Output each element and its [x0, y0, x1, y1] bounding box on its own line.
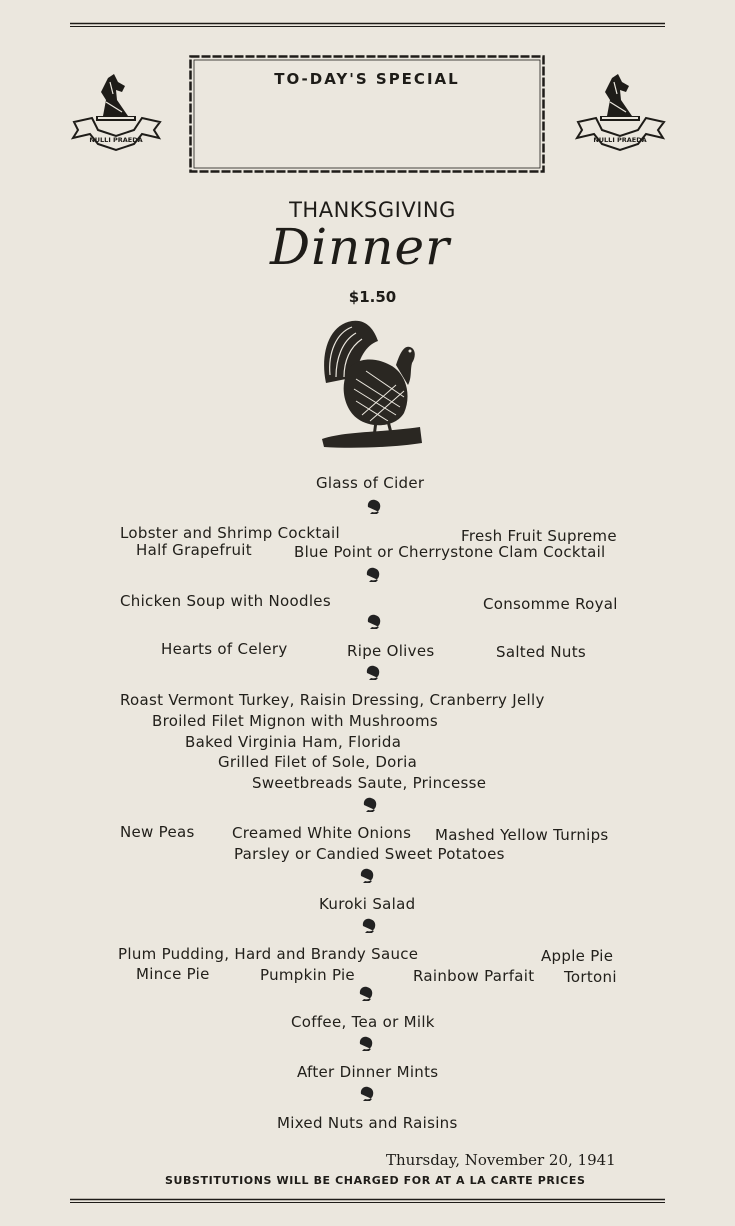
item-pumpkin-pie: Pumpkin Pie — [260, 966, 355, 984]
item-grapefruit: Half Grapefruit — [136, 541, 252, 559]
crest-icon — [574, 72, 666, 156]
item-consomme: Consomme Royal — [483, 595, 618, 613]
item-mints: After Dinner Mints — [297, 1063, 439, 1081]
item-apple-pie: Apple Pie — [541, 947, 614, 965]
item-cider: Glass of Cider — [316, 474, 425, 492]
item-turnips: Mashed Yellow Turnips — [435, 826, 609, 844]
item-olives: Ripe Olives — [347, 642, 435, 660]
menu-date: Thursday, November 20, 1941 — [386, 1151, 616, 1169]
turkey-divider-icon — [361, 796, 379, 813]
price: $1.50 — [348, 288, 397, 306]
turkey-divider-icon — [358, 1085, 376, 1102]
item-clam: Blue Point or Cherrystone Clam Cocktail — [294, 543, 606, 561]
special-box — [189, 55, 545, 173]
item-mixed-nuts: Mixed Nuts and Raisins — [277, 1114, 458, 1132]
item-potatoes: Parsley or Candied Sweet Potatoes — [234, 845, 505, 863]
bottom-rule — [70, 1198, 665, 1204]
item-peas: New Peas — [120, 823, 195, 841]
turkey-divider-icon — [365, 498, 383, 515]
substitutions-note: SUBSTITUTIONS WILL BE CHARGED FOR AT A LA CARTE PRICES — [165, 1174, 586, 1187]
item-onions: Creamed White Onions — [232, 824, 412, 842]
item-filet-mignon: Broiled Filet Mignon with Mushrooms — [152, 712, 438, 730]
item-sweetbreads: Sweetbreads Saute, Princesse — [252, 774, 487, 792]
turkey-divider-icon — [357, 985, 375, 1002]
item-chicken-soup: Chicken Soup with Noodles — [120, 592, 331, 610]
item-celery: Hearts of Celery — [161, 640, 288, 658]
turkey-illustration — [316, 315, 428, 457]
title-dinner: Dinner — [270, 218, 450, 276]
item-parfait: Rainbow Parfait — [413, 967, 535, 985]
item-salad: Kuroki Salad — [319, 895, 416, 913]
crest-motto: NULLI PRAEDA — [89, 136, 143, 144]
item-sole: Grilled Filet of Sole, Doria — [218, 753, 418, 771]
turkey-divider-icon — [358, 867, 376, 884]
item-pudding: Plum Pudding, Hard and Brandy Sauce — [118, 945, 419, 963]
item-coffee: Coffee, Tea or Milk — [291, 1013, 435, 1031]
title-thanksgiving: THANKSGIVING — [289, 198, 456, 222]
crest-motto: NULLI PRAEDA — [593, 136, 647, 144]
item-turkey: Roast Vermont Turkey, Raisin Dressing, Cranberry Jelly — [120, 691, 545, 709]
item-mince-pie: Mince Pie — [136, 965, 210, 983]
turkey-divider-icon — [360, 917, 378, 934]
item-fruit-supreme: Fresh Fruit Supreme — [461, 527, 617, 545]
item-tortoni: Tortoni — [564, 968, 617, 986]
special-label: TO-DAY'S SPECIAL — [274, 70, 460, 88]
turkey-divider-icon — [364, 664, 382, 681]
item-salted-nuts: Salted Nuts — [496, 643, 587, 661]
crest-icon — [70, 72, 162, 156]
turkey-divider-icon — [364, 566, 382, 583]
turkey-divider-icon — [365, 613, 383, 630]
item-ham: Baked Virginia Ham, Florida — [185, 733, 402, 751]
item-lobster: Lobster and Shrimp Cocktail — [120, 524, 340, 542]
turkey-divider-icon — [357, 1035, 375, 1052]
top-rule — [70, 22, 665, 28]
